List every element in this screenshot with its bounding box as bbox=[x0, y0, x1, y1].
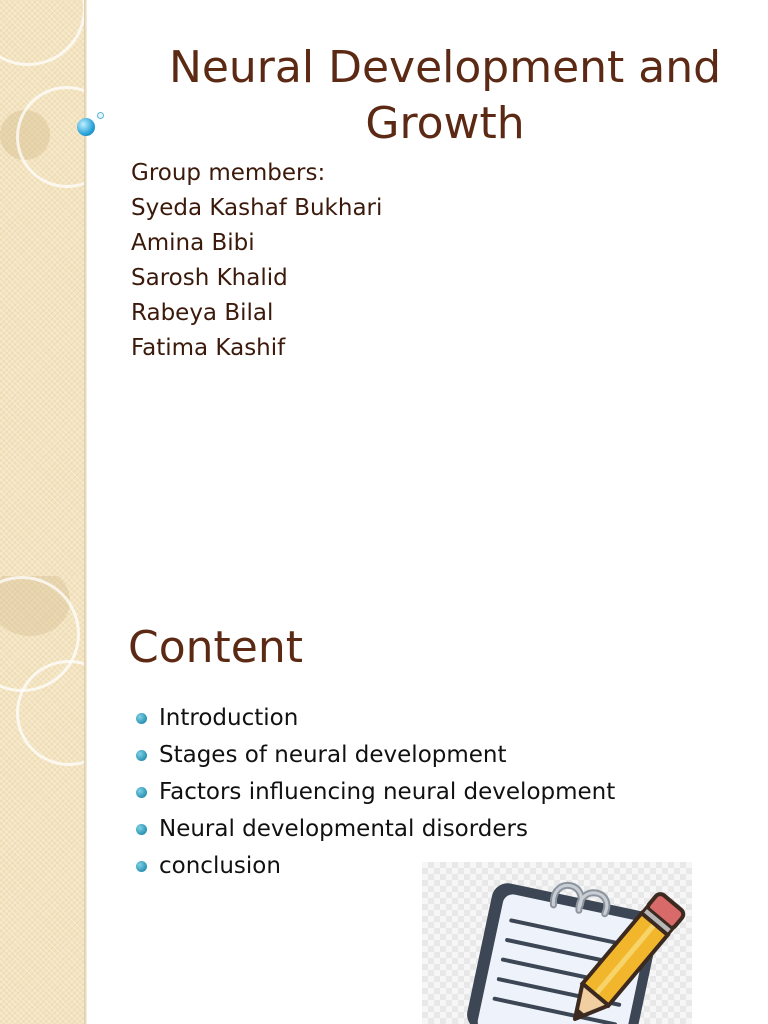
member-name: Fatima Kashif bbox=[131, 335, 286, 361]
slide-content bbox=[0, 576, 768, 1024]
notepad-pencil-graphic bbox=[422, 862, 692, 1024]
decorative-sidebar bbox=[0, 0, 84, 576]
bullet-text: Neural developmental disorders bbox=[159, 816, 528, 842]
sidebar-edge bbox=[84, 0, 87, 576]
bead-ornament-icon bbox=[77, 118, 95, 136]
small-bead-ornament-icon bbox=[97, 112, 104, 119]
decorative-ring bbox=[16, 660, 122, 766]
bullet-text: Stages of neural development bbox=[159, 742, 507, 768]
bullet-dot-icon bbox=[136, 750, 147, 761]
bullet-text: conclusion bbox=[159, 853, 281, 879]
bullet-text: Introduction bbox=[159, 705, 299, 731]
bullet-dot-icon bbox=[136, 824, 147, 835]
sidebar-edge bbox=[84, 576, 87, 1024]
members-heading: Group members: bbox=[131, 160, 326, 186]
member-name: Amina Bibi bbox=[131, 230, 255, 256]
bullet-item bbox=[134, 811, 754, 848]
decorative-ring bbox=[16, 86, 118, 188]
bullet-item bbox=[134, 737, 754, 774]
member-name: Syeda Kashaf Bukhari bbox=[131, 195, 383, 221]
bullet-dot-icon bbox=[136, 787, 147, 798]
decorative-ring bbox=[0, 0, 86, 66]
slide-title-heading: Neural Development and Growth bbox=[168, 42, 722, 149]
member-name: Sarosh Khalid bbox=[131, 265, 288, 291]
content-heading: Content bbox=[128, 622, 303, 673]
bullet-item bbox=[134, 700, 754, 737]
bullet-dot-icon bbox=[136, 713, 147, 724]
bullet-dot-icon bbox=[136, 861, 147, 872]
content-bullet-list bbox=[134, 700, 754, 885]
bullet-item bbox=[134, 774, 754, 811]
decorative-sidebar bbox=[0, 576, 84, 1024]
notepad-pencil-icon bbox=[422, 862, 692, 1024]
bullet-text: Factors influencing neural development bbox=[159, 779, 616, 805]
member-name: Rabeya Bilal bbox=[131, 300, 274, 326]
group-members-list bbox=[131, 156, 731, 366]
